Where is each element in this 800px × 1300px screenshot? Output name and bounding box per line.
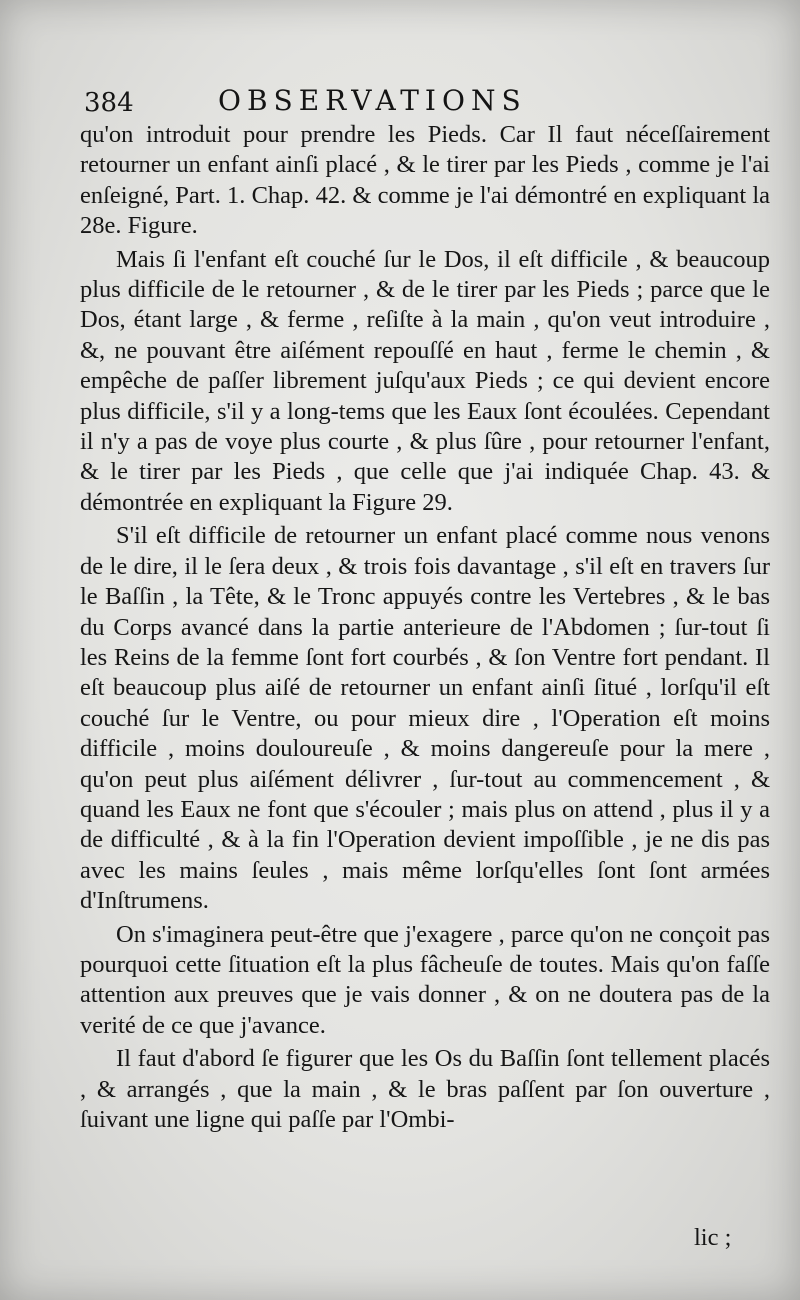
catchword: lic ; (694, 1224, 732, 1251)
running-head: OBSERVATIONS (218, 84, 527, 117)
page-header (84, 84, 644, 124)
paragraph: Il faut d'abord ſe figurer que les Os du Baſſin ſont tellement placés , & arrangés , que la main , & le bras paſſent par ſon ouverture , ſuivant une ligne qui paſſe par l'Ombi- (80, 1045, 770, 1133)
paragraph: On s'imaginera peut-être que j'exagere , parce qu'on ne conçoit pas pourquoi cette ſituation eſt la plus fâcheuſe de toutes. Mais qu'on faſſe attention aux preuves que je vais donner , & on ne doutera pas de la verité de ce que j'avance. (80, 920, 770, 1039)
body-text (80, 120, 770, 1138)
page-number: 384 (84, 88, 134, 118)
paragraph: Mais ſi l'enfant eſt couché ſur le Dos, il eſt difficile , & beaucoup plus difficile de le retourner , & de le tirer par les Pieds ; parce que le Dos, étant large , & ferme , reſiſte à la main , qu'on veut introduire , &, ne pouvant être aiſément repouſſé en haut , ferme le chemin , & empêche de paſſer librement juſqu'aux Pieds ; ce qui devient encore plus difficile, s'il y a long-tems que les Eaux ſont écoulées. Cependant il n'y a pas de voye plus courte , & plus ſûre , pour retourner l'enfant, & le tirer par les Pieds , que celle que j'ai indiquée Chap. 43. & démontrée en expliquant la Figure 29. (80, 245, 770, 516)
paragraph: S'il eſt difficile de retourner un enfant placé comme nous venons de le dire, il le ſera deux , & trois fois davantage , s'il eſt en travers ſur le Baſſin , la Tête, & le Tronc appuyés contre les Vertebres , & le bas du Corps avancé dans la partie anterieure de l'Abdomen ; ſur-tout ſi les Reins de la femme ſont fort courbés , & ſon Ventre fort pendant. Il eſt beaucoup plus aiſé de retourner un enfant ainſi ſitué , lorſqu'il eſt couché ſur le Ventre, ou pour mieux dire , l'Operation eſt moins difficile , moins douloureuſe , & moins dangereuſe pour la mere , qu'on peut plus aiſément délivrer , ſur-tout au commencement , & quand les Eaux ne font que s'écouler ; mais plus on attend , plus il y a de difficulté , & à la fin l'Operation devient impoſſible , je ne dis pas avec les mains ſeules , mais même lorſqu'elles ſont ſont armées d'Inſtrumens. (80, 522, 770, 915)
paragraph-continuation: qu'on introduit pour prendre les Pieds. Car Il faut néceſſairement retourner un enfant ainſi placé , & le tirer par les Pieds , comme je l'ai enſeigné, Part. 1. Chap. 42. & comme je l'ai démontré en expliquant la 28e. Figure. (80, 121, 770, 240)
